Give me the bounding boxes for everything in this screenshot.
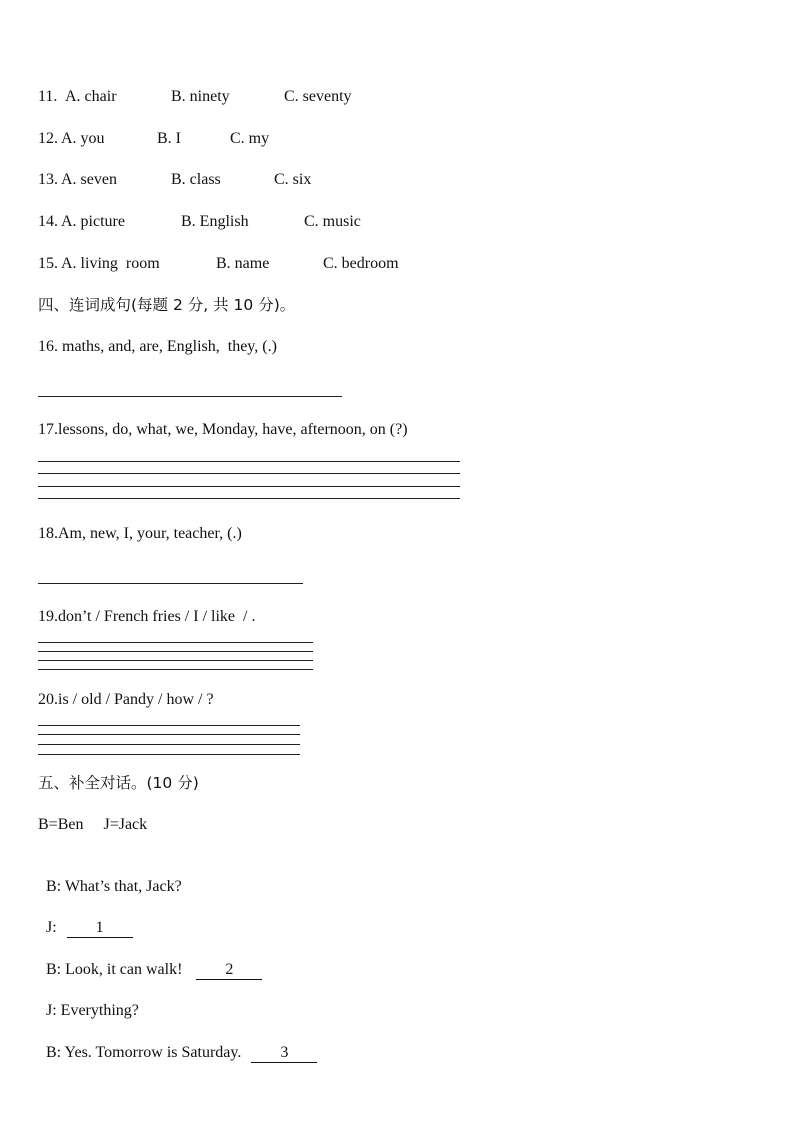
question-number: 12. bbox=[38, 130, 58, 147]
answer-blank-3[interactable]: 3 bbox=[251, 1044, 317, 1063]
answer-line bbox=[38, 473, 460, 474]
answer-blank-2[interactable]: 2 bbox=[196, 961, 262, 980]
dialogue-text: B: Look, it can walk! bbox=[46, 961, 191, 978]
option-c: C. my bbox=[230, 130, 270, 147]
answer-line bbox=[38, 486, 460, 487]
answer-line bbox=[38, 744, 300, 745]
dialogue-line-1 bbox=[38, 857, 182, 897]
option-b: B. ninety bbox=[171, 88, 230, 105]
section-5-heading: 五、补全对话。(10 分) bbox=[38, 774, 199, 792]
option-a: A. chair bbox=[65, 88, 117, 105]
question-15 bbox=[38, 254, 399, 274]
question-14 bbox=[38, 212, 361, 232]
dialogue-text: J: bbox=[46, 919, 61, 936]
section-4-heading: 四、连词成句(每题 2 分, 共 10 分)。 bbox=[38, 296, 296, 314]
question-17: 17.lessons, do, what, we, Monday, have, afternoon, on (?) bbox=[38, 421, 408, 438]
question-16: 16. maths, and, are, English, they, (.) bbox=[38, 338, 277, 355]
option-c: C. music bbox=[304, 213, 361, 230]
option-b: B. I bbox=[157, 130, 181, 147]
question-number: 13. bbox=[38, 171, 58, 188]
question-number: 11. bbox=[38, 88, 58, 105]
option-c: C. six bbox=[274, 171, 312, 188]
option-a: A. living room bbox=[61, 255, 160, 272]
option-a: A. you bbox=[61, 130, 105, 147]
dialogue-text: B: What’s that, Jack? bbox=[46, 878, 182, 895]
question-20: 20.is / old / Pandy / how / ? bbox=[38, 691, 214, 708]
answer-line bbox=[38, 642, 313, 643]
question-13 bbox=[38, 170, 311, 190]
answer-line bbox=[38, 725, 300, 726]
question-18: 18.Am, new, I, your, teacher, (.) bbox=[38, 525, 242, 542]
answer-line bbox=[38, 660, 313, 661]
question-19: 19.don’t / French fries / I / like / . bbox=[38, 608, 256, 625]
answer-line bbox=[38, 669, 313, 670]
answer-line bbox=[38, 396, 342, 397]
answer-line bbox=[38, 754, 300, 755]
answer-line bbox=[38, 583, 303, 584]
answer-line bbox=[38, 498, 460, 499]
option-b: B. English bbox=[181, 213, 249, 230]
dialogue-text: J: Everything? bbox=[46, 1002, 139, 1019]
answer-line bbox=[38, 461, 460, 462]
option-c: C. seventy bbox=[284, 88, 352, 105]
option-b: B. class bbox=[171, 171, 221, 188]
question-number: 14. bbox=[38, 213, 58, 230]
dialogue-line-2 bbox=[38, 898, 133, 938]
answer-line bbox=[38, 651, 313, 652]
option-a: A. picture bbox=[61, 213, 125, 230]
question-12 bbox=[38, 129, 269, 149]
question-number: 15. bbox=[38, 255, 58, 272]
answer-line bbox=[38, 734, 300, 735]
dialogue-line-4 bbox=[38, 981, 139, 1021]
dialogue-text: B: Yes. Tomorrow is Saturday. bbox=[46, 1044, 246, 1061]
question-11 bbox=[38, 87, 352, 107]
option-b: B. name bbox=[216, 255, 270, 272]
answer-blank-1[interactable]: 1 bbox=[67, 919, 133, 938]
dialogue-roles: B=Ben J=Jack bbox=[38, 816, 148, 833]
option-c: C. bedroom bbox=[323, 255, 399, 272]
option-a: A. seven bbox=[61, 171, 117, 188]
dialogue-line-5 bbox=[38, 1023, 317, 1063]
dialogue-line-3 bbox=[38, 940, 262, 980]
